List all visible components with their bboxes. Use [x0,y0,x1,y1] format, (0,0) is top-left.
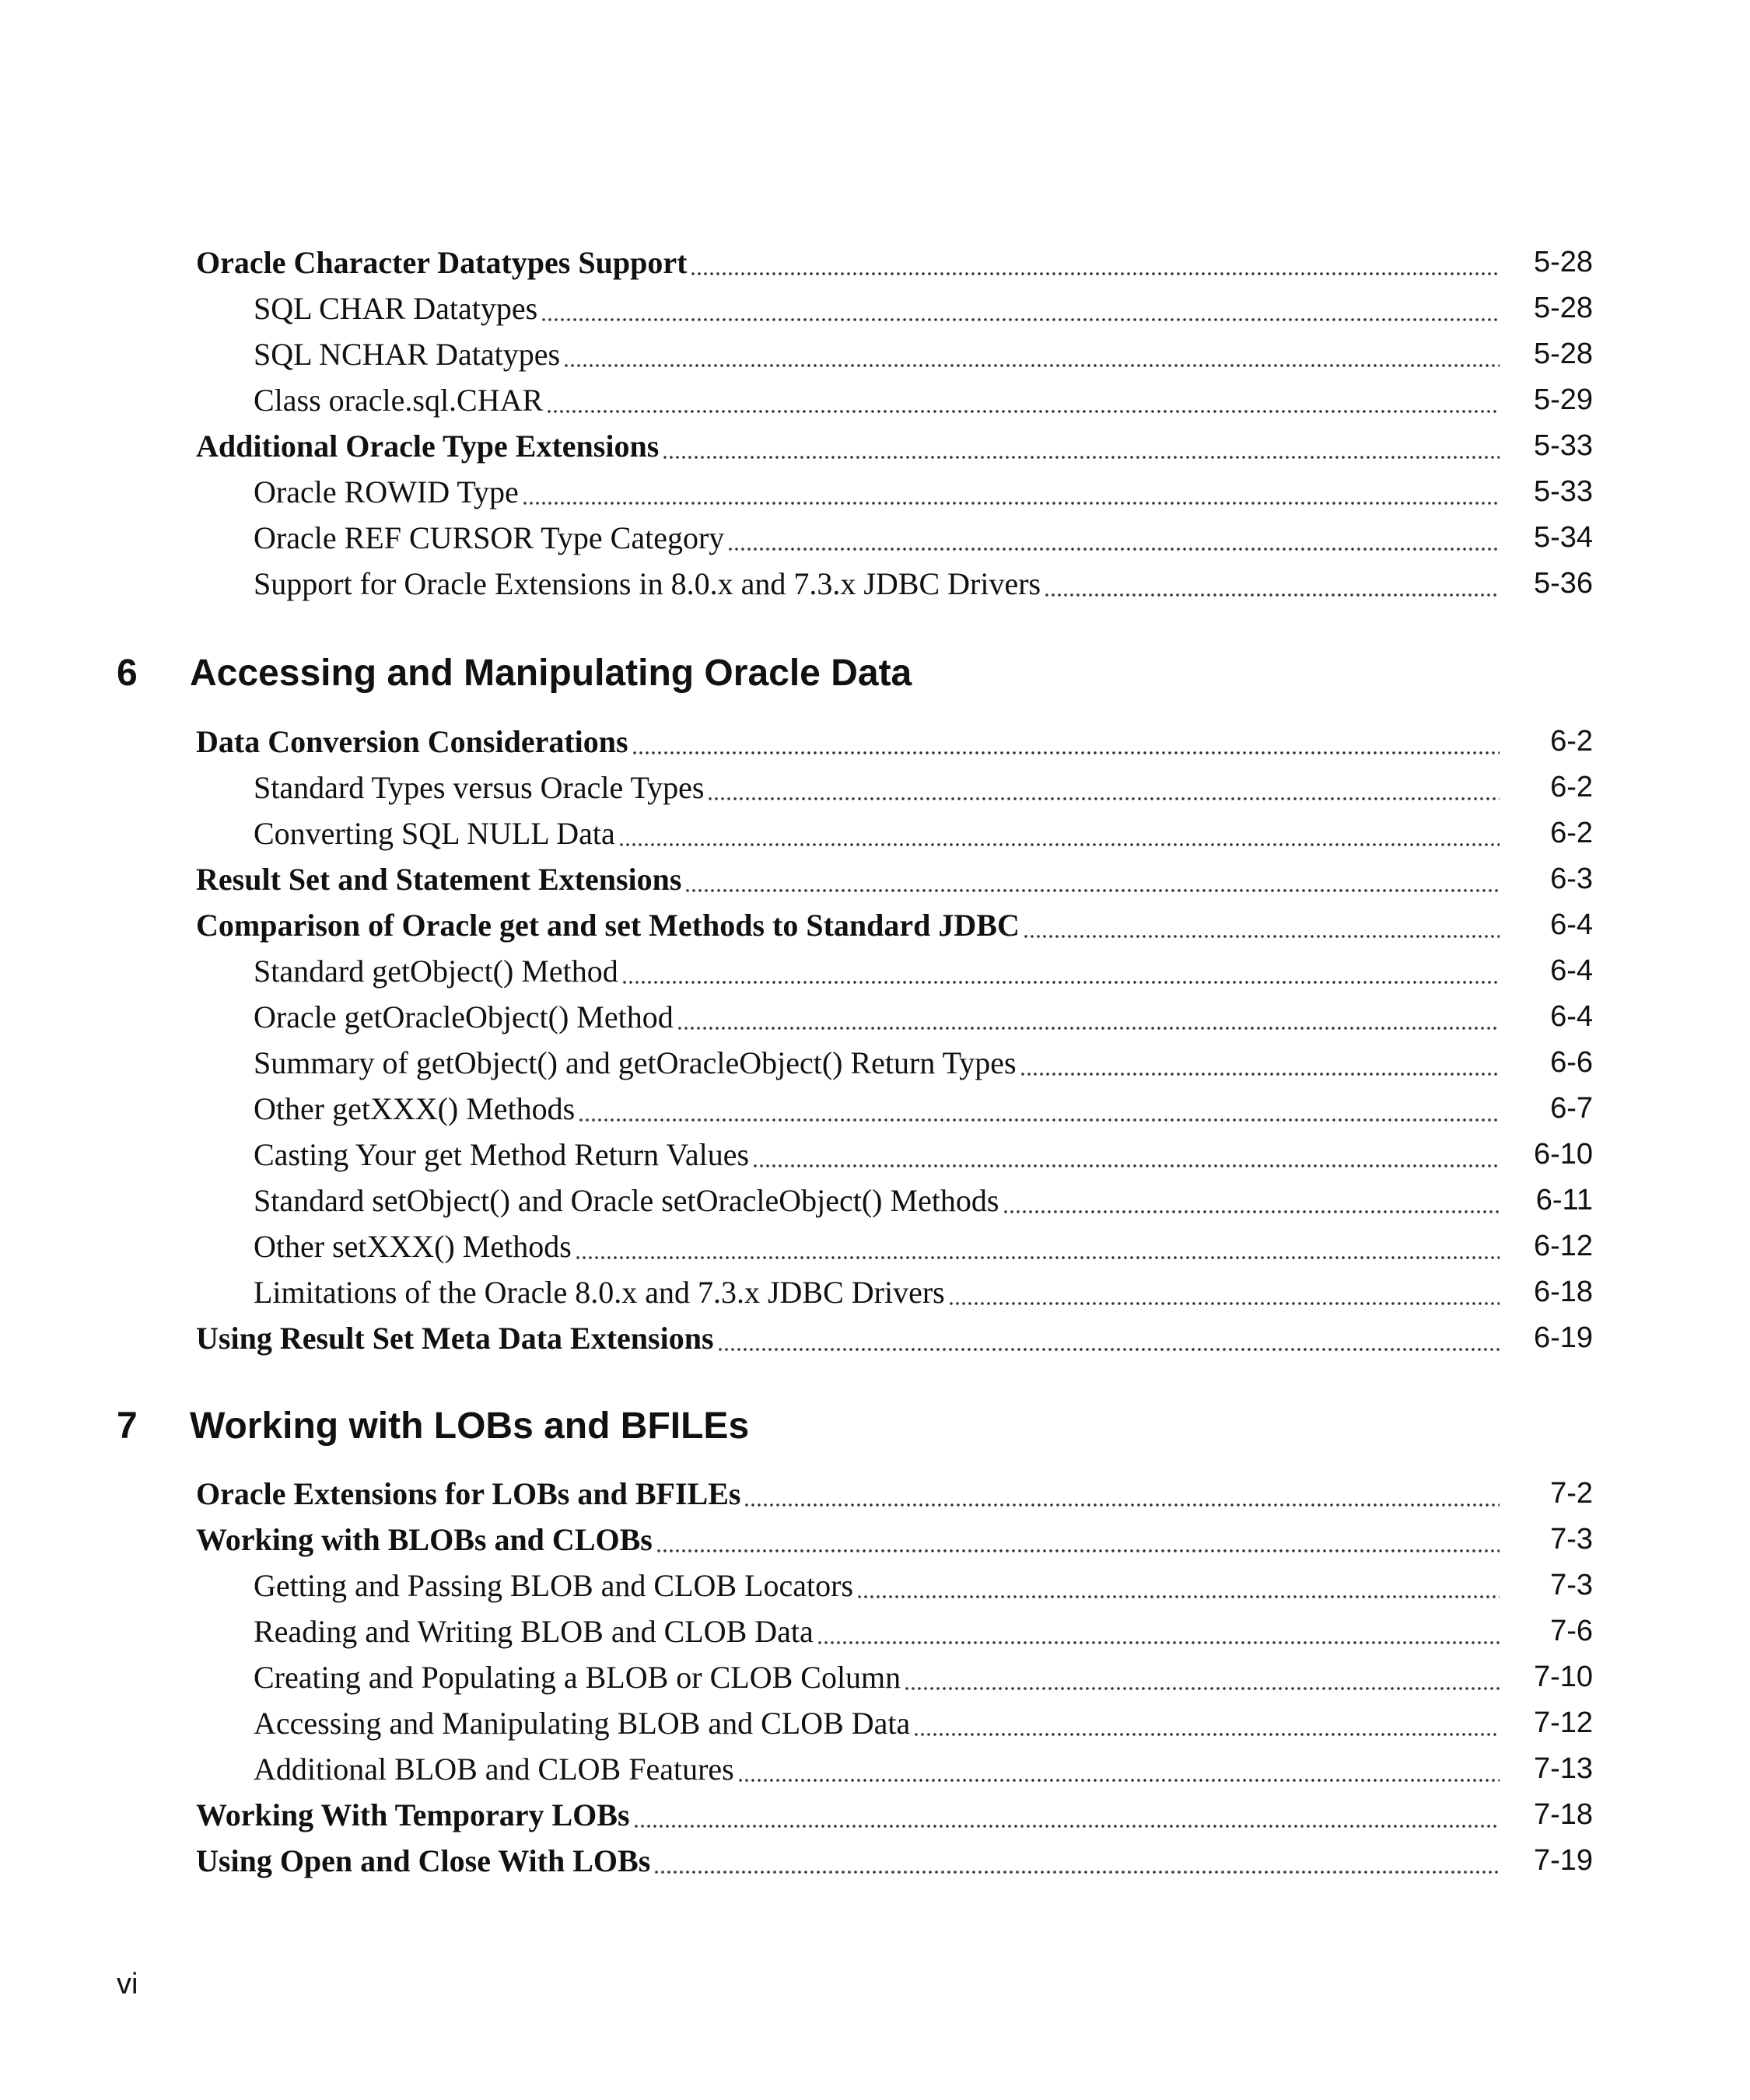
toc-entry-subsection[interactable] [196,1086,1593,1132]
toc-entry-title: Oracle Extensions for LOBs and BFILEs [196,1476,741,1511]
toc-entry-subsection[interactable] [196,285,1593,331]
toc-section-chapter7 [196,1471,1593,1884]
toc-entry-page-number: 6-3 [1550,863,1593,895]
dot-leader [904,1654,1500,1700]
dot-leader [578,1086,1500,1132]
toc-entry-title: Summary of getObject() and getOracleObject() Return Types [254,1045,1017,1080]
toc-entry-title: Result Set and Statement Extensions [196,862,682,897]
dot-leader [677,994,1500,1040]
toc-section-chapter5-tail [196,240,1593,607]
toc-entry-page-number: 7-3 [1550,1569,1593,1601]
toc-entry-page-number: 7-18 [1533,1798,1593,1831]
toc-entry-title: Using Open and Close With LOBs [196,1843,651,1878]
toc-entry-page-number: 6-4 [1550,908,1593,941]
toc-entry-page-number: 5-28 [1533,292,1593,324]
toc-entry-title: Limitations of the Oracle 8.0.x and 7.3.x JDBC Drivers [254,1275,945,1310]
dot-leader [707,765,1500,810]
toc-entry-page-number: 5-36 [1533,567,1593,600]
toc-entry-page-number: 5-33 [1533,475,1593,508]
toc-entry-subsection[interactable] [196,1223,1593,1269]
toc-entry-title: Casting Your get Method Return Values [254,1137,750,1172]
toc-entry-page-number: 5-33 [1533,429,1593,462]
toc-entry-page-number: 6-4 [1550,1000,1593,1033]
toc-entry-page-number: 5-28 [1533,246,1593,278]
toc-entry-subsection[interactable] [196,1269,1593,1315]
toc-entry-title: Oracle getOracleObject() Method [254,999,674,1034]
chapter-heading-6 [117,646,1594,700]
dot-leader [633,1792,1500,1838]
page-number-folio: vi [117,1968,138,2000]
toc-entry-section[interactable] [196,1517,1593,1563]
dot-leader [1003,1178,1500,1223]
toc-entry-title: Comparison of Oracle get and set Methods to Standard JDBC [196,908,1020,943]
dot-leader [653,1838,1500,1884]
toc-entry-title: Other getXXX() Methods [254,1091,576,1126]
toc-entry-subsection[interactable] [196,1608,1593,1654]
dot-leader [744,1471,1500,1517]
toc-entry-subsection[interactable] [196,1700,1593,1746]
dot-leader [752,1132,1500,1178]
dot-leader [690,240,1500,285]
dot-leader [856,1563,1500,1608]
dot-leader [632,719,1500,765]
toc-entry-page-number: 7-10 [1533,1661,1593,1693]
dot-leader [1023,902,1500,948]
dot-leader [575,1223,1500,1269]
toc-entry-page-number: 6-4 [1550,954,1593,987]
toc-entry-page-number: 7-3 [1550,1523,1593,1556]
toc-entry-page-number: 7-12 [1533,1706,1593,1739]
toc-entry-subsection[interactable] [196,469,1593,515]
toc-entry-page-number: 6-2 [1550,817,1593,849]
dot-leader [717,1315,1500,1361]
toc-entry-page-number: 5-29 [1533,383,1593,416]
toc-entry-section[interactable] [196,1315,1593,1361]
toc-entry-page-number: 6-6 [1550,1046,1593,1079]
toc-entry-section[interactable] [196,1471,1593,1517]
dot-leader [621,948,1500,994]
dot-leader [522,469,1500,515]
dot-leader [817,1608,1500,1654]
toc-entry-subsection[interactable] [196,1746,1593,1792]
toc-entry-title: SQL NCHAR Datatypes [254,337,561,372]
toc-entry-subsection[interactable] [196,377,1593,423]
dot-leader [727,515,1500,561]
toc-entry-title: Getting and Passing BLOB and CLOB Locators [254,1568,854,1603]
toc-entry-subsection[interactable] [196,1178,1593,1223]
toc-entry-title: Support for Oracle Extensions in 8.0.x and 7.3.x JDBC Drivers [254,566,1041,601]
toc-entry-section[interactable] [196,856,1593,902]
dot-leader [948,1269,1500,1315]
toc-entry-subsection[interactable] [196,765,1593,810]
dot-leader [1020,1040,1500,1086]
toc-entry-title: Converting SQL NULL Data [254,816,615,851]
toc-entry-page-number: 5-34 [1533,521,1593,554]
dot-leader [737,1746,1500,1792]
toc-entry-subsection[interactable] [196,1654,1593,1700]
dot-leader [563,331,1500,377]
toc-entry-title: Standard setObject() and Oracle setOracleObject() Methods [254,1183,999,1218]
toc-entry-title: Working With Temporary LOBs [196,1797,630,1832]
toc-entry-page-number: 6-12 [1533,1230,1593,1262]
chapter-number: 7 [117,1405,138,1447]
dot-leader [1044,561,1500,607]
toc-entry-page-number: 6-2 [1550,725,1593,758]
toc-entry-title: Standard getObject() Method [254,954,618,989]
toc-entry-subsection[interactable] [196,331,1593,377]
toc-entry-title: Data Conversion Considerations [196,724,628,759]
chapter-title: Working with LOBs and BFILEs [190,1405,750,1447]
toc-entry-title: Oracle REF CURSOR Type Category [254,520,725,555]
toc-entry-title: Oracle ROWID Type [254,474,519,509]
toc-entry-subsection[interactable] [196,1132,1593,1178]
toc-section-chapter6 [196,719,1593,1361]
dot-leader [618,810,1500,856]
dot-leader [546,377,1500,423]
chapter-number: 6 [117,652,138,694]
dot-leader [656,1517,1500,1563]
toc-entry-title: Standard Types versus Oracle Types [254,770,705,805]
toc-entry-page-number: 7-13 [1533,1752,1593,1785]
dot-leader [541,285,1500,331]
toc-entry-page-number: 6-11 [1535,1184,1593,1216]
toc-entry-title: Additional Oracle Type Extensions [196,429,660,464]
toc-entry-subsection[interactable] [196,515,1593,561]
toc-entry-subsection[interactable] [196,810,1593,856]
toc-entry-subsection[interactable] [196,994,1593,1040]
toc-entry-title: Additional BLOB and CLOB Features [254,1752,734,1787]
toc-entry-subsection[interactable] [196,1040,1593,1086]
toc-entry-title: Working with BLOBs and CLOBs [196,1522,653,1557]
toc-entry-section[interactable] [196,1838,1593,1884]
toc-entry-page-number: 6-7 [1550,1092,1593,1125]
toc-entry-page-number: 7-2 [1550,1477,1593,1510]
dot-leader [662,423,1500,469]
toc-entry-title: Using Result Set Meta Data Extensions [196,1321,714,1356]
dot-leader [684,856,1500,902]
toc-entry-title: SQL CHAR Datatypes [254,291,538,326]
toc-entry-section[interactable] [196,423,1593,469]
toc-entry-title: Accessing and Manipulating BLOB and CLOB Data [254,1706,911,1741]
chapter-heading-7 [117,1398,1594,1453]
chapter-title: Accessing and Manipulating Oracle Data [190,652,912,694]
toc-entry-page-number: 6-10 [1533,1138,1593,1171]
toc-entry-subsection[interactable] [196,948,1593,994]
toc-entry-subsection[interactable] [196,1563,1593,1608]
toc-entry-section[interactable] [196,719,1593,765]
toc-entry-section[interactable] [196,1792,1593,1838]
toc-entry-title: Class oracle.sql.CHAR [254,383,544,418]
toc-entry-section[interactable] [196,240,1593,285]
toc-entry-title: Creating and Populating a BLOB or CLOB Column [254,1660,901,1695]
toc-entry-page-number: 6-18 [1533,1276,1593,1308]
toc-entry-page-number: 7-19 [1533,1844,1593,1877]
toc-entry-page-number: 6-2 [1550,771,1593,803]
toc-entry-page-number: 5-28 [1533,338,1593,370]
toc-entry-title: Other setXXX() Methods [254,1229,572,1264]
toc-entry-page-number: 6-19 [1533,1321,1593,1354]
toc-entry-title: Oracle Character Datatypes Support [196,245,688,280]
toc-entry-title: Reading and Writing BLOB and CLOB Data [254,1614,814,1649]
dot-leader [913,1700,1500,1746]
toc-entry-subsection[interactable] [196,561,1593,607]
toc-entry-section[interactable] [196,902,1593,948]
toc-entry-page-number: 7-6 [1550,1615,1593,1647]
